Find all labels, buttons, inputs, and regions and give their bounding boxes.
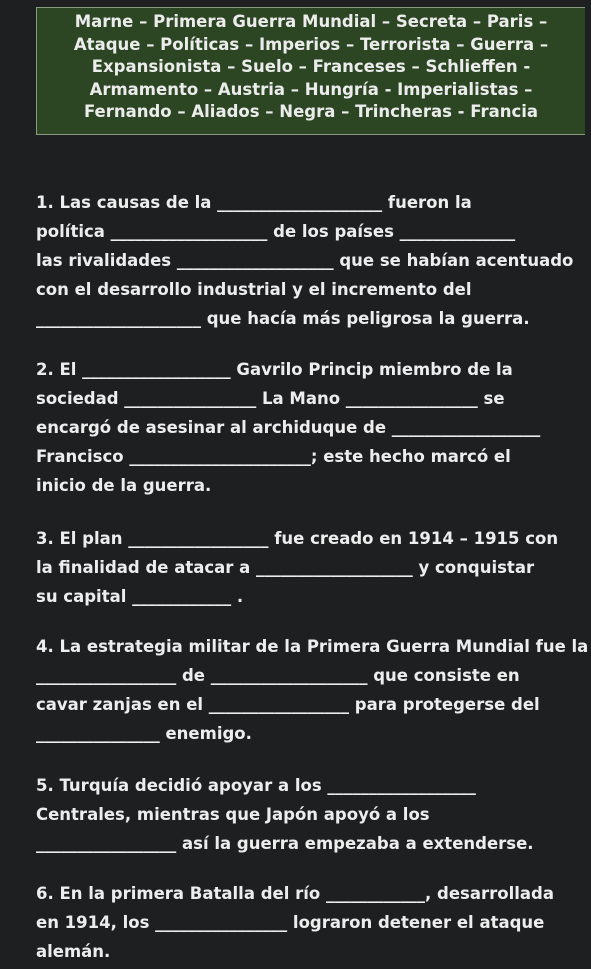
question-line: alemán. (36, 942, 111, 961)
question-4 (36, 632, 588, 748)
question-line: _______________ enemigo. (36, 724, 252, 743)
question-line: su capital ____________ . (36, 587, 244, 606)
word-bank-box (36, 7, 585, 135)
question-3 (36, 524, 558, 611)
word-bank-line: Fernando – Aliados – Negra – Trincheras - Francia (83, 102, 539, 121)
question-5 (36, 771, 534, 858)
question-line: Centrales, mientras que Japón apoyó a los (36, 805, 430, 824)
question-line: inicio de la guerra. (36, 476, 212, 495)
question-line: _________________ así la guerra empezaba a extenderse. (36, 834, 534, 853)
question-line: 3. El plan _________________ fue creado en 1914 – 1915 con (36, 529, 559, 548)
question-line: en 1914, los ________________ lograron detener el ataque (36, 913, 545, 932)
question-line: 1. Las causas de la ____________________ fueron la (36, 193, 472, 212)
question-line: cavar zanjas en el _________________ para protegerse del (36, 695, 540, 714)
word-bank-line: Marne – Primera Guerra Mundial – Secreta – Paris – (74, 12, 548, 31)
word-bank-line: Ataque – Políticas – Imperios – Terrorista – Guerra – (73, 34, 549, 54)
question-line: con el desarrollo industrial y el incremento del (36, 280, 472, 299)
question-line: 5. Turquía decidió apoyar a los __________________ (36, 776, 476, 795)
question-line: las rivalidades ___________________ que se habían acentuado (36, 251, 574, 270)
question-line: 2. El __________________ Gavrilo Princip miembro de la (36, 360, 513, 379)
question-2 (36, 355, 540, 500)
question-1 (36, 188, 573, 333)
question-line: Francisco ______________________; este hecho marcó el (36, 447, 511, 466)
question-line: sociedad ________________ La Mano ________________ se (36, 389, 505, 408)
question-line: 6. En la primera Batalla del río ____________, desarrollada (36, 884, 554, 903)
question-line: política ___________________ de los países ______________ (36, 222, 516, 241)
question-line: ____________________ que hacía más peligrosa la guerra. (36, 309, 530, 328)
question-line: 4. La estrategia militar de la Primera Guerra Mundial fue la (36, 637, 589, 656)
question-line: la finalidad de atacar a ___________________ y conquistar (36, 558, 535, 577)
question-line: encargó de asesinar al archiduque de __________________ (36, 418, 541, 437)
word-bank-line: Armamento – Austria – Hungría - Imperialistas – (89, 79, 533, 99)
word-bank-line: Expansionista – Suelo – Franceses – Schlieffen - (91, 57, 531, 76)
question-6 (36, 879, 554, 966)
question-line: _________________ de ___________________ que consiste en (36, 666, 520, 685)
